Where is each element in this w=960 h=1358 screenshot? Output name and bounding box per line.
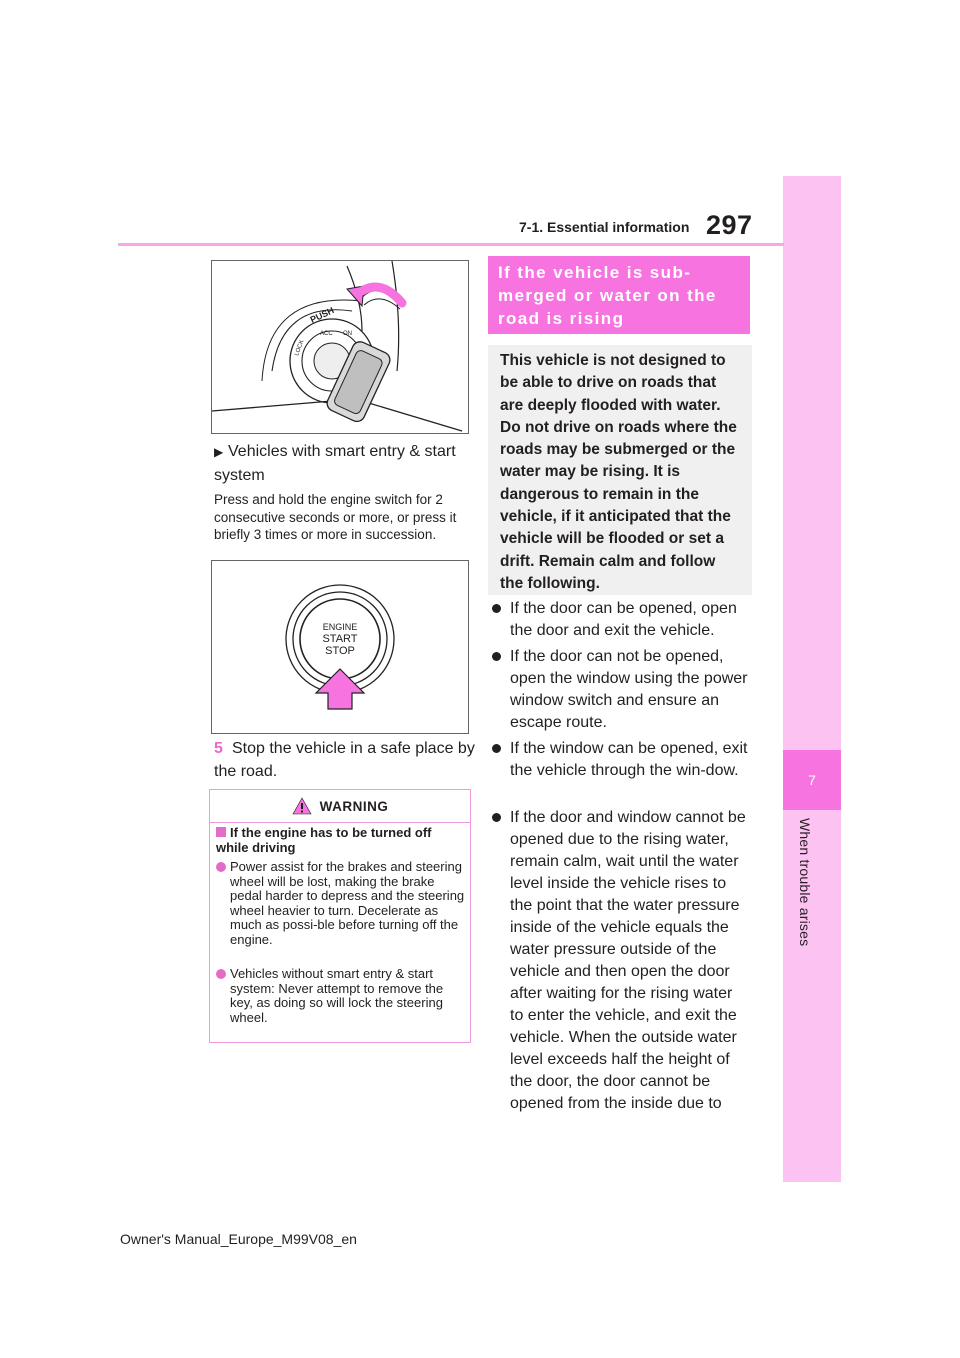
variant-heading-text: Vehicles with smart entry & start system <box>214 443 456 484</box>
list-item-text: If the window can be opened, exit the vehicle through the win-dow. <box>510 740 748 779</box>
button-label-start: START <box>322 633 358 645</box>
warning-title: WARNING <box>319 798 389 814</box>
warning-item <box>216 967 466 1025</box>
chapter-tab-number: 7 <box>783 750 841 810</box>
chapter-tab-label-text: When trouble arises <box>797 818 813 947</box>
button-label-engine: ENGINE <box>322 622 358 632</box>
instruction-text: Press and hold the engine switch for 2 consecutive seconds or more, or press it briefly 3 times or more in succession. <box>214 492 457 542</box>
round-bullet-icon <box>492 604 501 613</box>
key-ignition-drawing <box>212 261 468 433</box>
page-number: 297 <box>706 210 753 240</box>
square-bullet-icon <box>216 827 226 837</box>
header-divider <box>118 243 784 246</box>
warning-header <box>210 790 470 823</box>
step-5 <box>214 737 476 783</box>
button-label-stop: STOP <box>325 645 355 657</box>
key-label-on: ON <box>343 331 352 337</box>
section-heading: If the vehicle is sub-merged or water on the road is rising <box>488 256 750 334</box>
key-label-push: PUSH <box>308 305 336 325</box>
key-label-lock: LOCK <box>294 339 306 357</box>
step-number: 5 <box>214 740 223 757</box>
step-text: Stop the vehicle in a safe place by the road. <box>214 740 475 780</box>
warning-triangle-icon <box>292 797 312 815</box>
list-item-text: If the door can be opened, open the door and exit the vehicle. <box>510 600 737 639</box>
footer-text: Owner's Manual_Europe_M99V08_en <box>120 1231 357 1247</box>
list-item-text: If the door can not be opened, open the window using the power window switch and ensure an escape route. <box>510 648 748 731</box>
intro-box: This vehicle is not designed to be able to drive on roads that are deeply flooded with water. Do not drive on roads where the roads may be submerged or the water may be rising. It is dangerous to remain in the vehicle, if it anticipated that the vehicle will be flooded or set a drift. Remain calm and follow the following. <box>488 345 752 595</box>
engine-button-illustration <box>211 560 469 734</box>
engine-button-drawing <box>212 561 468 733</box>
key-label-acc: ACC <box>320 331 333 337</box>
list-item <box>492 598 750 642</box>
round-bullet-icon <box>216 969 226 979</box>
list-item-text: If the door and window cannot be opened due to the rising water, remain calm, wait until the water level inside the vehicle rises to the point that the water pressure inside of the vehicle equals the water pressure outside of the vehicle and then open the door after waiting for the rising water to enter the vehicle, and exit the vehicle. When the outside water level exceeds half the height of the door, the door cannot be opened from the inside due to <box>510 809 746 1112</box>
triangle-bullet-icon: ▶ <box>214 445 224 459</box>
round-bullet-icon <box>492 652 501 661</box>
round-bullet-icon <box>492 813 501 822</box>
variant-heading <box>214 440 474 487</box>
chapter-tab-label <box>797 818 827 968</box>
list-item <box>492 646 750 734</box>
list-item <box>492 807 750 1115</box>
list-item <box>492 738 750 782</box>
warning-heading-text: If the engine has to be turned off while driving <box>216 825 432 855</box>
warning-box <box>209 789 471 1043</box>
round-bullet-icon <box>216 862 226 872</box>
warning-item-text: Power assist for the brakes and steering wheel will be lost, making the brake pedal harder to depress and the steering wheel heavier to turn. Decelerate as much as possi-ble before turning off the engine. <box>230 859 465 947</box>
warning-item-text: Vehicles without smart entry & start system: Never attempt to remove the key, as doing so will lock the steering wheel. <box>230 966 444 1025</box>
round-bullet-icon <box>492 744 501 753</box>
warning-heading <box>216 825 466 855</box>
chapter-side-tab <box>783 176 841 1182</box>
key-ignition-illustration <box>211 260 469 434</box>
section-title: 7-1. Essential information <box>519 219 690 235</box>
warning-item <box>216 860 466 947</box>
